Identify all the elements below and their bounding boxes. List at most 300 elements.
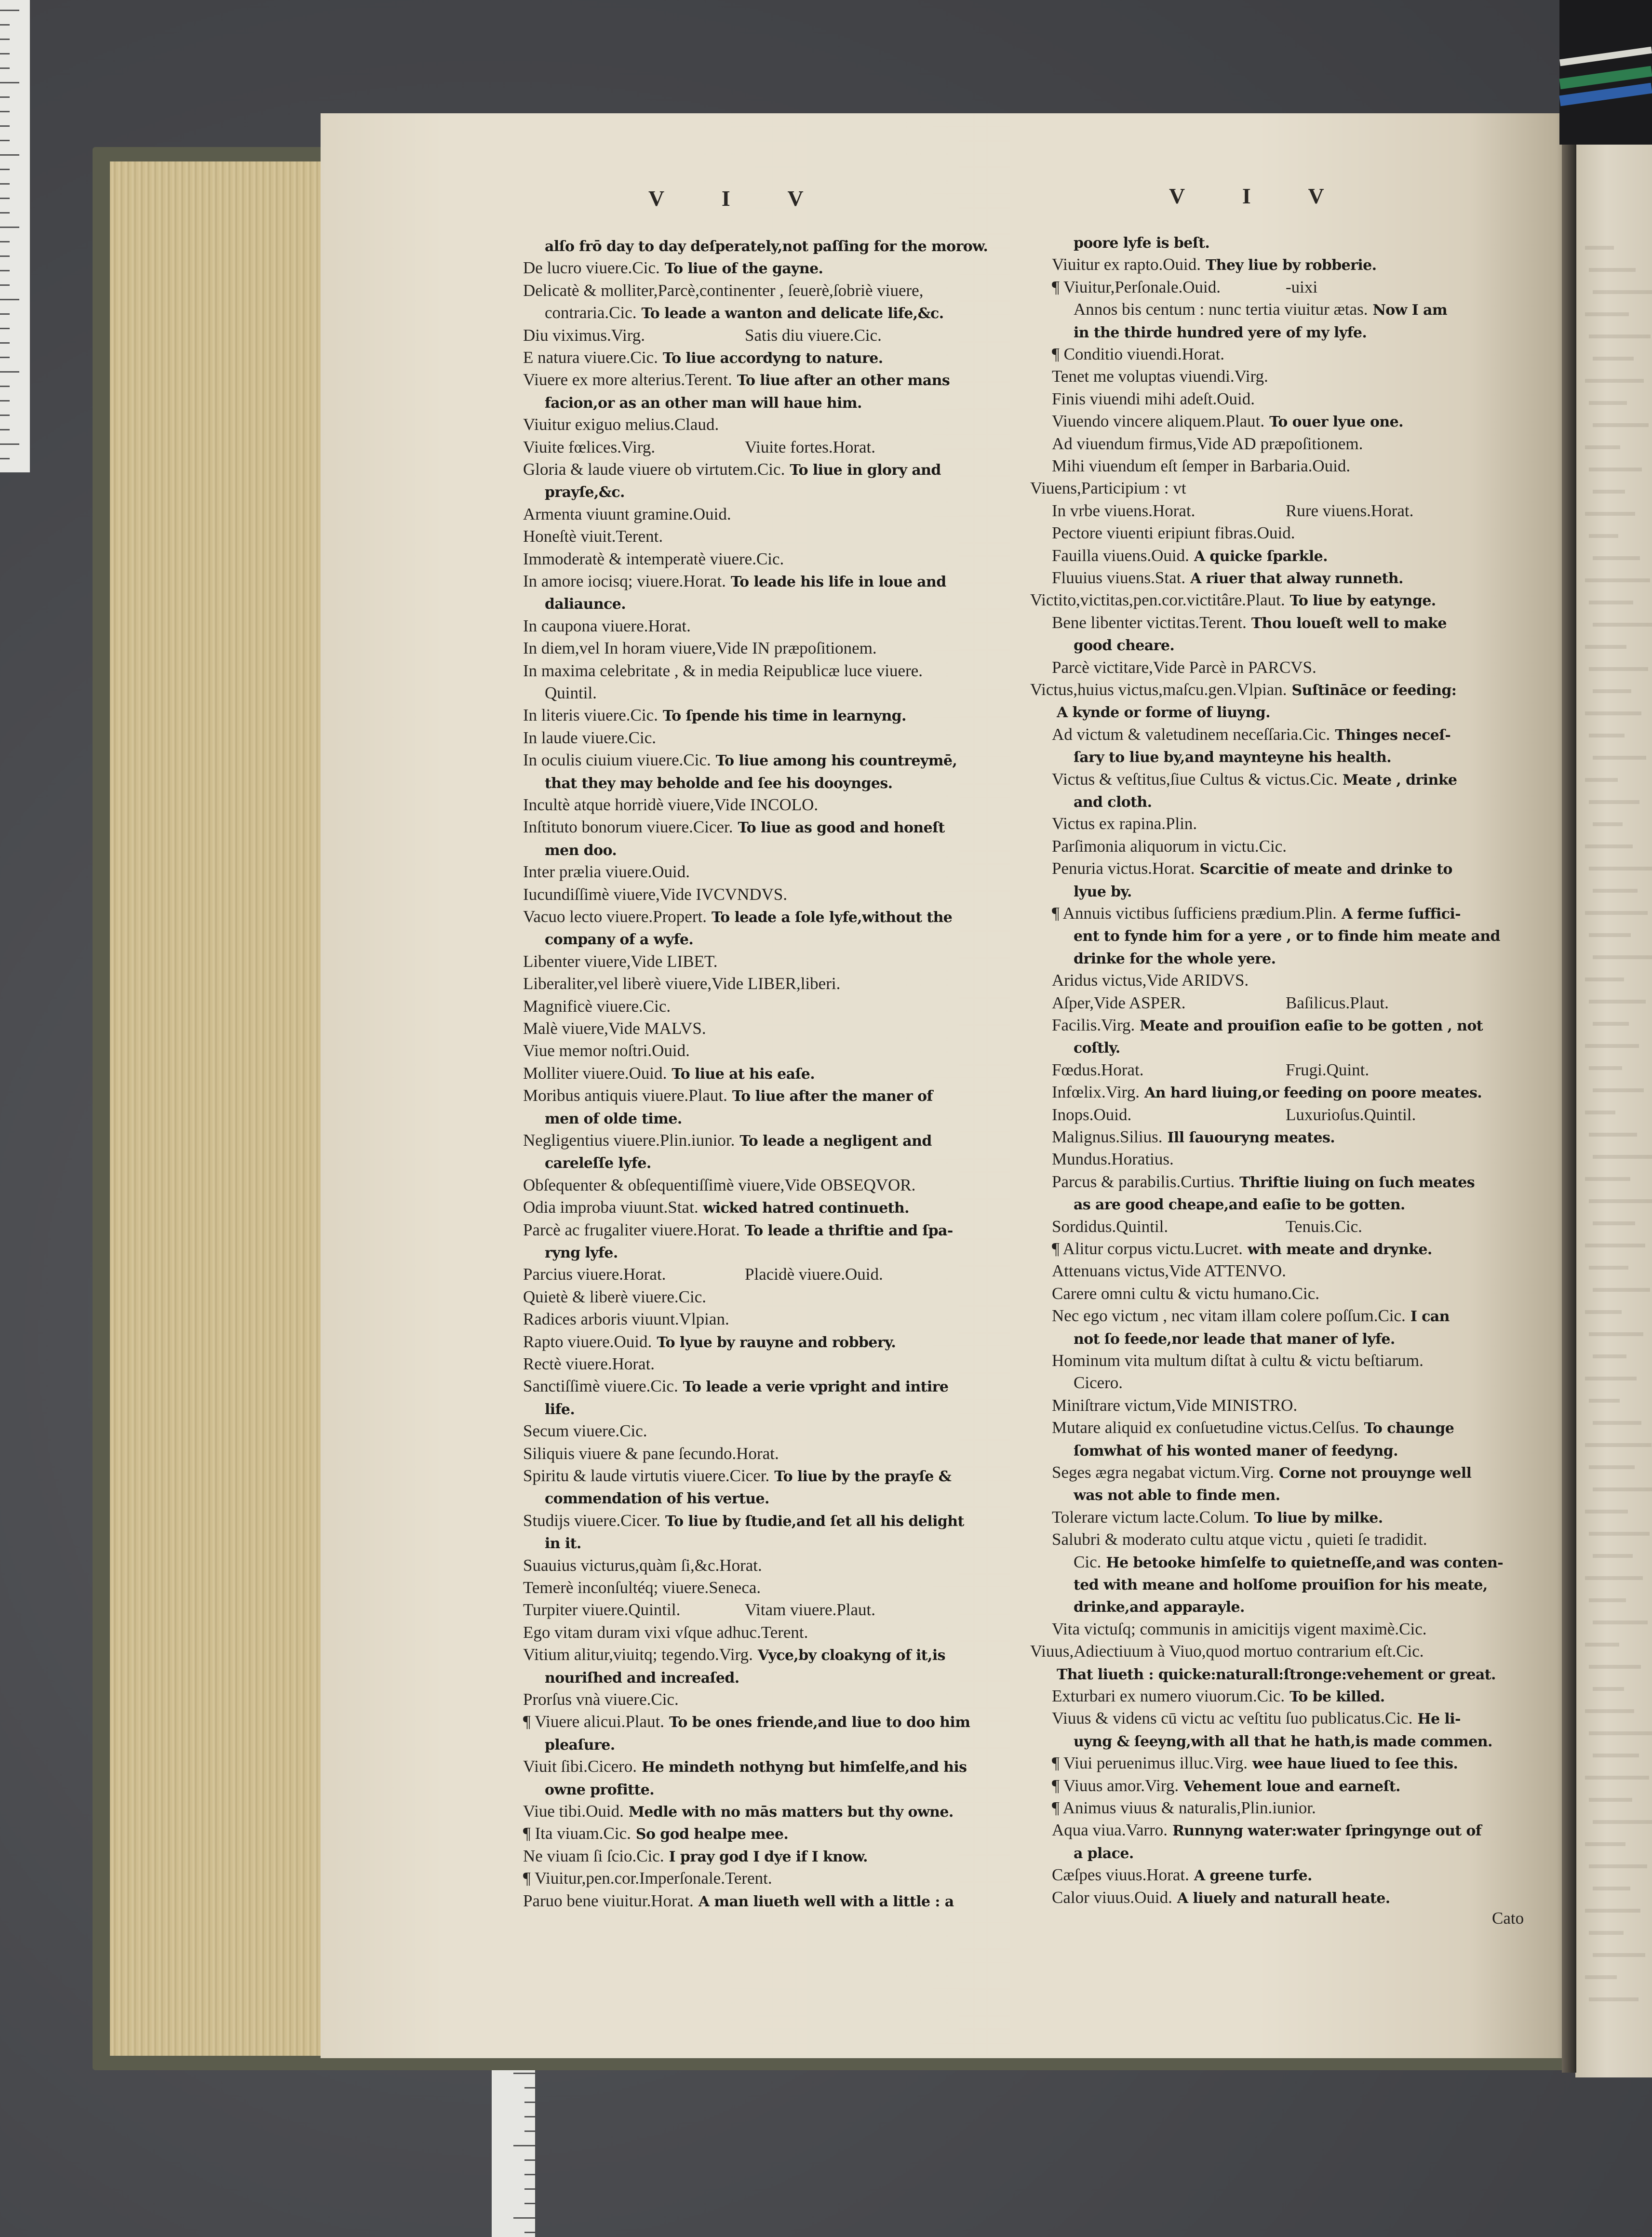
continuation-line (545, 1666, 739, 1688)
latin-phrase: Viue memor noſtri.Ouid. (523, 1041, 690, 1060)
entry-line (1052, 365, 1268, 388)
latin-phrase: ¶ Alitur corpus victu.Lucret. (1052, 1239, 1243, 1258)
ruler-tick (0, 299, 19, 300)
ruler-tick (0, 328, 10, 329)
entry-line (1052, 567, 1403, 589)
ruler-tick (0, 67, 10, 69)
show-through-text (1593, 1953, 1645, 1957)
ruler-tick (0, 371, 19, 373)
show-through-text (1589, 401, 1627, 405)
entry-line (523, 816, 945, 838)
entry-line (1052, 612, 1447, 634)
ruler-tick (524, 2188, 535, 2190)
show-through-text (1589, 468, 1642, 471)
english-gloss: ryng lyfe. (545, 1245, 618, 1261)
show-through-text (1593, 1754, 1639, 1757)
headword-line (1030, 679, 1456, 701)
english-gloss: lyue by. (1074, 883, 1132, 900)
entry-line (523, 1443, 779, 1465)
latin-phrase: Mihi viuendum eſt ſemper in Barbaria.Ouid. (1052, 456, 1351, 475)
latin-phrase: Seges ægra negabat victum.Virg. (1052, 1463, 1274, 1482)
latin-phrase: Attenuans victus,Vide ATTENVO. (1052, 1261, 1286, 1281)
show-through-text (1593, 556, 1640, 560)
show-through-text (1585, 844, 1633, 848)
entry-line (1052, 1104, 1416, 1126)
english-gloss: Corne not prouynge well (1278, 1465, 1472, 1482)
english-gloss: careleſſe lyfe. (545, 1155, 651, 1172)
latin-phrase: In maxima celebritate , & in media Reipublicæ luce viuere. (523, 661, 923, 680)
ruler-tick (0, 342, 10, 344)
continuation-line (545, 1398, 575, 1420)
show-through-text (1593, 1221, 1635, 1225)
english-gloss: To leade a ſole lyfe,without the (711, 909, 953, 926)
show-through-text (1589, 601, 1633, 604)
ruler-tick (524, 2203, 535, 2204)
english-gloss: ſary to liue by,and maynteyne his health. (1074, 749, 1392, 766)
show-through-text (1589, 1133, 1637, 1137)
english-gloss: a place. (1074, 1845, 1134, 1862)
ruler-tick (0, 284, 10, 286)
show-through-text (1585, 1709, 1634, 1713)
latin-phrase: Viuitur exiguo melius.Claud. (523, 415, 719, 434)
entry-line (1052, 455, 1350, 477)
english-gloss: drinke for the whole yere. (1074, 950, 1276, 967)
ruler-tick (0, 169, 10, 170)
latin-phrase: Victus,huius victus,maſcu.gen.Vlpian. (1030, 680, 1287, 699)
ruler-tick (0, 400, 10, 402)
ruler-tick (0, 53, 10, 54)
english-gloss: in it. (545, 1535, 581, 1553)
latin-phrase: ¶ Viui peruenimus illuc.Virg. (1052, 1754, 1248, 1773)
english-gloss: alſo frō day to day deſperately,not paſſing for the morow. (545, 238, 988, 255)
latin-phrase: Fœdus.Horat. (1052, 1060, 1144, 1079)
latin-phrase: Viuit ſibi.Cicero. (523, 1757, 637, 1776)
latin-phrase: Hominum vita multum diſtat à cultu & victu beſtiarum. (1052, 1351, 1424, 1370)
latin-phrase: Exturbari ex numero viuorum.Cic. (1052, 1687, 1285, 1705)
show-through-text (1585, 1377, 1637, 1380)
entry-line (523, 1867, 772, 1889)
running-head-right: V I V (1169, 184, 1350, 208)
latin-phrase: Bene libenter victitas.Terent. (1052, 613, 1247, 632)
english-gloss: I pray god I dye if I know. (669, 1848, 868, 1865)
show-through-text (1593, 1288, 1650, 1292)
entry-line (1052, 813, 1197, 835)
latin-phrase: Inops.Ouid. (1052, 1105, 1132, 1124)
continuation-line (1074, 321, 1367, 343)
english-gloss: To be killed. (1289, 1688, 1385, 1705)
english-gloss: prayſe,&c. (545, 484, 625, 501)
english-gloss: life. (545, 1401, 575, 1418)
continuation-line (1074, 634, 1174, 656)
ruler-tick (513, 2073, 535, 2074)
entry-line (1052, 522, 1295, 544)
entry-line (1052, 1350, 1424, 1372)
latin-phrase-second: Tenuis.Cic. (1286, 1217, 1362, 1236)
entry-line (1052, 1394, 1297, 1417)
latin-phrase: Sordidus.Quintil. (1052, 1217, 1168, 1236)
latin-phrase: Viuere ex more alterius.Terent. (523, 370, 732, 389)
entry-line (1052, 902, 1461, 924)
continuation-line (545, 592, 626, 615)
entry-line (523, 414, 719, 436)
headword-line (1030, 477, 1186, 499)
entry-line (523, 1845, 868, 1867)
english-gloss: ted with meane and holſome prouiſion for his meate, (1074, 1577, 1488, 1594)
latin-phrase: Quietè & liberè viuere.Cic. (523, 1287, 706, 1306)
show-through-text (1585, 911, 1648, 915)
latin-phrase: Suauius victurus,quàm ſi,&c.Horat. (523, 1555, 762, 1575)
continuation-line (545, 302, 944, 324)
latin-phrase: Aridus victus,Vide ARIDVS. (1052, 971, 1249, 990)
latin-phrase: Malè viuere,Vide MALVS. (523, 1019, 706, 1038)
entry-line (1052, 1864, 1312, 1886)
continuation-line (1074, 1036, 1120, 1058)
entry-line (1052, 1461, 1471, 1484)
latin-phrase: Annos bis centum : nunc tertia viuitur ætas. (1074, 300, 1368, 319)
entry-line (523, 1599, 876, 1621)
latin-phrase: Spiritu & laude virtutis viuere.Cicer. (523, 1466, 770, 1485)
latin-phrase: Calor viuus.Ouid. (1052, 1888, 1172, 1907)
latin-phrase: Salubri & moderato cultu atque victu , quieti ſe tradidit. (1052, 1530, 1427, 1549)
continuation-line (1074, 1730, 1492, 1752)
show-through-text (1593, 1887, 1630, 1890)
english-gloss: To liue after an other mans (737, 372, 950, 389)
continuation-line (1074, 1193, 1405, 1215)
ruler-tick (524, 2232, 535, 2233)
entry-line (1052, 1126, 1335, 1148)
entry-line (523, 436, 876, 458)
show-through-text (1593, 1354, 1626, 1358)
english-gloss: To liue in glory and (790, 462, 941, 479)
latin-phrase: Iucundiſſimè viuere,Vide IVCVNDVS. (523, 884, 788, 904)
show-through-text (1589, 268, 1636, 272)
ruler-tick (0, 82, 19, 83)
show-through-text (1585, 512, 1635, 516)
english-gloss: A quicke ſparkle. (1194, 548, 1328, 565)
measuring-ruler-bottom (492, 2068, 535, 2237)
ruler-tick (0, 198, 10, 199)
headword-line (1030, 1640, 1424, 1662)
latin-phrase: Parcus & parabilis.Curtius. (1052, 1172, 1235, 1191)
show-through-text (1593, 955, 1652, 959)
english-gloss: To liue as good and honeſt (738, 819, 945, 837)
show-through-text (1589, 1598, 1626, 1602)
entry-line (523, 615, 691, 637)
continuation-line (1074, 924, 1500, 947)
show-through-text (1585, 445, 1620, 449)
english-gloss: nouriſhed and increaſed. (545, 1669, 739, 1687)
entry-line (523, 884, 787, 906)
latin-phrase: Penuria victus.Horat. (1052, 859, 1195, 878)
show-through-text (1593, 1554, 1633, 1558)
latin-phrase: E natura viuere.Cic. (523, 348, 658, 367)
entry-line (1052, 969, 1249, 991)
show-through-text (1589, 1864, 1647, 1868)
entry-line (523, 660, 923, 682)
latin-phrase: Molliter viuere.Ouid. (523, 1063, 667, 1083)
ruler-tick (0, 183, 10, 185)
ruler-tick (0, 227, 19, 228)
entry-line (523, 1040, 690, 1062)
show-through-text (1593, 756, 1646, 760)
ruler-tick (0, 212, 10, 214)
entry-line (1052, 656, 1316, 679)
continuation-line (1074, 746, 1391, 768)
english-gloss: was not able to finde men. (1074, 1487, 1280, 1504)
entry-line (1052, 768, 1457, 790)
entry-line (1052, 1081, 1482, 1103)
entry-line (1052, 1260, 1286, 1282)
show-through-text (1585, 1776, 1649, 1780)
english-gloss: To leade his life in loue and (730, 574, 946, 590)
english-gloss: Meate and prouiſion eaſie to be gotten , not (1140, 1018, 1483, 1034)
entry-line (523, 704, 906, 726)
show-through-text (1593, 623, 1652, 627)
latin-phrase: Ad viuendum firmus,Vide AD præpoſitionem. (1052, 434, 1363, 453)
latin-phrase: ¶ Ita viuam.Cic. (523, 1824, 631, 1843)
show-through-text (1593, 1421, 1641, 1425)
english-gloss: To liue after the maner of (732, 1088, 933, 1105)
continuation-line (1074, 880, 1132, 902)
show-through-text (1589, 667, 1648, 671)
english-gloss: To lyue by rauyne and robbery. (657, 1334, 896, 1351)
entry-line (1052, 1238, 1432, 1260)
entry-line (523, 525, 663, 548)
latin-phrase: Paruo bene viuitur.Horat. (523, 1891, 694, 1910)
english-gloss: He betooke himſelfe to quietneſſe,and was conten- (1106, 1554, 1504, 1571)
show-through-text (1593, 822, 1623, 826)
ruler-tick (524, 2130, 535, 2132)
show-through-text (1585, 1842, 1625, 1846)
ruler-tick (0, 313, 10, 315)
entry-line (523, 257, 823, 279)
show-through-text (1589, 1665, 1641, 1669)
ruler-tick (524, 2087, 535, 2089)
entry-line (1052, 1752, 1458, 1774)
entry-line (1052, 857, 1452, 880)
ruler-tick (0, 140, 10, 141)
show-through-text (1593, 1687, 1624, 1691)
english-gloss: To liue by eatynge. (1289, 592, 1436, 610)
latin-phrase: Ego vitam duram vixi vſque adhuc.Terent. (523, 1622, 808, 1642)
english-gloss: in the thirde hundred yere of my lyfe. (1074, 324, 1367, 341)
entry-line (523, 503, 731, 525)
latin-phrase-second: Baſilicus.Plaut. (1286, 993, 1389, 1012)
english-gloss: To liue by the prayſe & (774, 1468, 952, 1485)
entry-line (523, 749, 957, 771)
entry-line (523, 1711, 970, 1733)
latin-phrase: Fluuius viuens.Stat. (1052, 568, 1186, 587)
entry-line (523, 1420, 647, 1442)
entry-line (1052, 992, 1389, 1014)
show-through-text (1589, 1798, 1632, 1802)
ruler-tick (0, 111, 10, 112)
english-gloss: and cloth. (1074, 794, 1152, 811)
english-gloss: A liuely and naturall heate. (1177, 1889, 1390, 1907)
show-through-text (1585, 312, 1629, 316)
english-gloss: ent to fynde him for a yere , or to finde him meate and (1074, 928, 1500, 945)
catchword: Cato (1492, 1909, 1524, 1928)
show-through-text (1593, 889, 1638, 893)
latin-phrase: Cic. (1074, 1552, 1101, 1571)
ruler-tick (513, 2217, 535, 2219)
latin-phrase: In caupona viuere.Horat. (523, 616, 691, 635)
latin-phrase: In laude viuere.Cic. (523, 728, 657, 747)
show-through-text (1593, 1088, 1644, 1092)
continuation-line (1074, 1595, 1245, 1618)
latin-phrase: Victito,victitas,pen.cor.victitâre.Plaut. (1030, 590, 1285, 610)
latin-phrase: ¶ Annuis victibus ſufficiens prædium.Plin. (1052, 904, 1337, 923)
entry-line (523, 1174, 915, 1196)
continuation-line (545, 1487, 769, 1509)
latin-phrase-second: Rure viuens.Horat. (1286, 501, 1414, 520)
latin-phrase: ¶ Conditio viuendi.Horat. (1052, 345, 1225, 363)
latin-phrase: Incultè atque horridè viuere,Vide INCOLO. (523, 795, 819, 814)
english-gloss: To chaunge (1364, 1420, 1454, 1437)
english-gloss: A riuer that alway runneth. (1190, 570, 1403, 587)
english-gloss: Thou loueſt well to make (1251, 615, 1447, 632)
english-gloss: owne profitte. (545, 1781, 655, 1798)
latin-phrase: Viuens,Participium : vt (1030, 479, 1186, 498)
show-through-text (1589, 734, 1625, 737)
entry-line (1052, 276, 1318, 298)
ruler-tick (0, 10, 19, 11)
latin-phrase-second: Vitam viuere.Plaut. (745, 1600, 876, 1620)
show-through-text (1585, 1975, 1617, 1979)
ruler-tick (0, 429, 10, 430)
facing-page-edge (1575, 87, 1652, 2077)
show-through-text (1585, 1044, 1639, 1048)
ruler-tick (524, 2116, 535, 2117)
latin-phrase: Secum viuere.Cic. (523, 1421, 647, 1441)
entry-line (523, 324, 882, 347)
latin-phrase: Viue tibi.Ouid. (523, 1802, 624, 1821)
english-gloss: men of olde time. (545, 1110, 682, 1127)
entry-line (523, 1219, 953, 1241)
show-through-text (1585, 1576, 1643, 1580)
latin-phrase: contraria.Cic. (545, 303, 637, 322)
latin-phrase: Carere omni cultu & victu humano.Cic. (1052, 1284, 1320, 1303)
latin-phrase: Miniſtrare victum,Vide MINISTRO. (1052, 1395, 1298, 1415)
ruler-tick (0, 154, 19, 156)
entry-line (523, 727, 656, 749)
latin-phrase: Rapto viuere.Ouid. (523, 1332, 652, 1351)
latin-phrase: Parcè ac frugaliter viuere.Horat. (523, 1220, 740, 1239)
entry-line (1052, 1819, 1481, 1841)
english-gloss: He mindeth nothyng but himſelfe,and his (642, 1759, 967, 1776)
entry-line (1052, 1216, 1362, 1238)
entry-line (523, 1688, 679, 1711)
entry-line (1052, 1283, 1319, 1305)
continuation-line (1074, 231, 1209, 254)
latin-phrase: ¶ Viuus amor.Virg. (1052, 1776, 1179, 1795)
entry-line (523, 1644, 945, 1666)
continuation-line (545, 391, 862, 414)
latin-phrase: ¶ Viuere alicui.Plaut. (523, 1712, 665, 1731)
latin-phrase: Tolerare victum lacte.Colum. (1052, 1507, 1249, 1527)
latin-phrase: Viuitur ex rapto.Ouid. (1052, 255, 1201, 274)
show-through-text (1589, 1532, 1650, 1536)
continuation-line (545, 481, 625, 503)
latin-phrase: Rectè viuere.Horat. (523, 1354, 655, 1373)
continuation-line (1074, 1439, 1398, 1461)
ruler-tick (0, 24, 10, 26)
english-gloss: daliaunce. (545, 596, 626, 613)
latin-phrase: Viuendo vincere aliquem.Plaut. (1052, 412, 1265, 431)
english-gloss: To liue accordyng to nature. (662, 350, 883, 367)
show-through-text (1585, 1443, 1652, 1447)
english-gloss: pleaſure. (545, 1736, 615, 1754)
english-gloss: good cheare. (1074, 637, 1175, 655)
show-through-text (1589, 1266, 1628, 1270)
latin-phrase: Moribus antiquis viuere.Plaut. (523, 1086, 727, 1105)
show-through-text (1589, 1997, 1639, 2001)
ruler-tick (513, 2145, 535, 2146)
show-through-text (1589, 933, 1631, 937)
entry-line (1052, 254, 1376, 276)
show-through-text (1585, 1909, 1640, 1913)
headword-line (1030, 589, 1436, 611)
entry-line (1052, 410, 1403, 432)
latin-phrase-second: Luxurioſus.Quintil. (1286, 1105, 1416, 1124)
ruler-tick (0, 96, 10, 98)
show-through-text (1585, 645, 1626, 649)
latin-phrase: In diem,vel In horam viuere,Vide IN præpoſitionem. (523, 639, 877, 658)
english-gloss: with meate and drynke. (1247, 1241, 1432, 1258)
latin-phrase: Temerè inconſultéq; viuere.Seneca. (523, 1578, 761, 1597)
entry-line (523, 347, 883, 369)
latin-phrase: Siliquis viuere & pane ſecundo.Horat. (523, 1444, 779, 1463)
latin-phrase: Facilis.Virg. (1052, 1016, 1135, 1034)
continuation-line (1074, 1573, 1488, 1595)
latin-phrase: ¶ Viuitur,Perſonale.Ouid. (1052, 277, 1221, 296)
entry-line (523, 794, 818, 816)
entry-line (523, 861, 690, 883)
english-gloss: Suſtināce or feeding: (1291, 682, 1457, 699)
running-head-left: V I V (648, 186, 830, 211)
ruler-tick (0, 125, 10, 127)
entry-line (523, 1375, 948, 1397)
show-through-text (1593, 1022, 1629, 1026)
english-gloss: To ſpende his time in learnyng. (662, 708, 906, 725)
entry-line (1052, 1148, 1174, 1170)
latin-phrase: Parcè victitare,Vide Parcè in PARCVS. (1052, 657, 1316, 677)
english-gloss: Medle with no mās matters but thy owne. (628, 1804, 954, 1821)
english-gloss: ſomwhat of his wonted maner of feedyng. (1074, 1442, 1398, 1460)
latin-phrase: Nec ego victum , nec vitam illam colere poſſum.Cic. (1052, 1306, 1406, 1326)
continuation-line (545, 928, 693, 950)
latin-phrase: Parcius viuere.Horat. (523, 1265, 666, 1284)
show-through-text (1593, 357, 1634, 361)
ruler-tick (0, 458, 10, 459)
english-gloss: Thriftie liuing on ſuch meates (1239, 1174, 1475, 1191)
english-gloss: Thinges neceſ- (1335, 726, 1451, 744)
english-gloss: They liue by robberie. (1205, 257, 1377, 274)
english-gloss: Ill ſauouryng meates. (1167, 1129, 1335, 1146)
show-through-text (1589, 800, 1639, 804)
latin-phrase: Cæſpes viuus.Horat. (1052, 1865, 1189, 1885)
latin-phrase-second: -uixi (1286, 277, 1318, 296)
english-gloss: wicked hatred continueth. (703, 1200, 909, 1217)
latin-phrase: Turpiter viuere.Quintil. (523, 1600, 681, 1620)
entry-line (1052, 723, 1451, 746)
show-through-text (1593, 1621, 1648, 1624)
show-through-text (1593, 689, 1631, 693)
measuring-ruler-top (0, 0, 30, 472)
latin-phrase: ¶ Viuitur,pen.cor.Imperſonale.Terent. (523, 1869, 772, 1888)
latin-phrase: Aſper,Vide ASPER. (1052, 993, 1186, 1012)
latin-phrase: Obſequenter & obſequentiſſimè viuere,Vide OBSEQVOR. (523, 1175, 916, 1194)
